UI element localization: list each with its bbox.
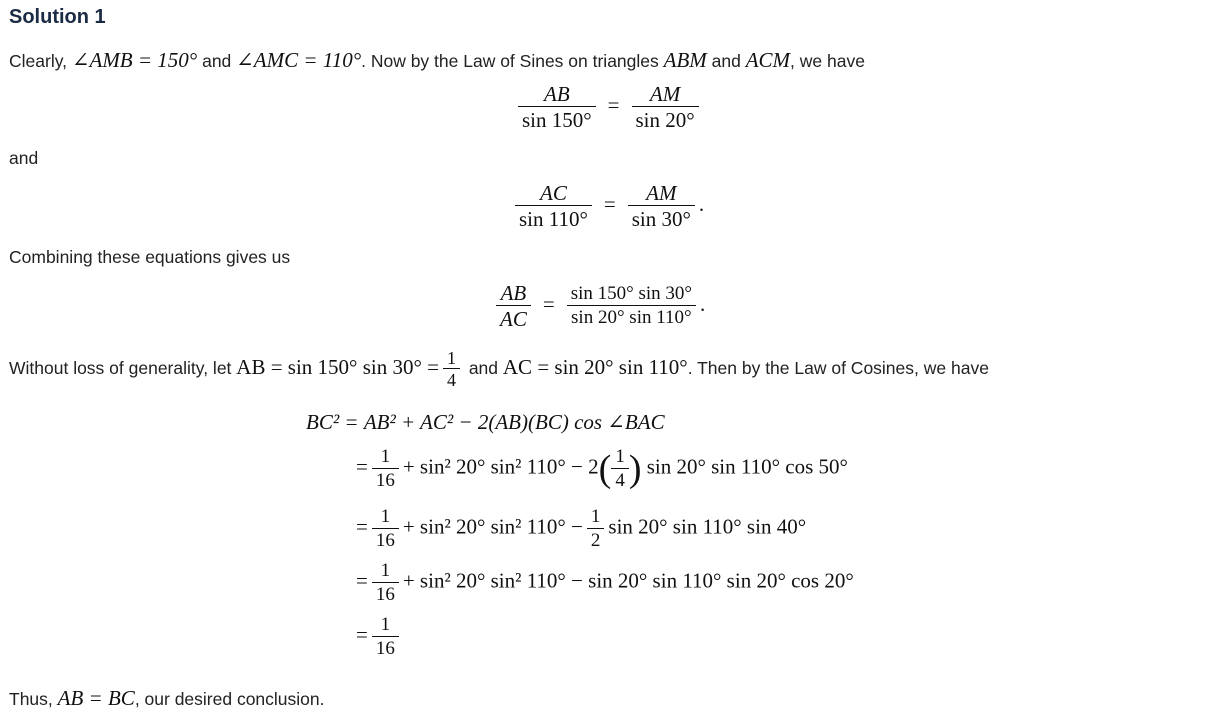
line3-frac-den: 16	[372, 528, 399, 552]
line3-middle-terms: + sin² 20° sin² 110° −	[402, 514, 583, 539]
angle-amb-expr: ∠AMB = 150°	[71, 48, 198, 72]
equals-sign: =	[356, 622, 368, 647]
eq3-denominator-right: sin 20° sin 110°	[567, 305, 696, 329]
cosines-expansion: AB² + AC² − 2(AB)(BC) cos ∠BAC	[363, 410, 665, 434]
line4-frac-num: 1	[380, 560, 391, 581]
ac-assignment: AC = sin 20° sin 110°	[502, 355, 688, 379]
bc-squared-lhs: BC² =	[306, 410, 359, 434]
eq1-denominator-left: sin 150°	[518, 106, 596, 132]
equals-sign: =	[356, 454, 368, 479]
line2-paren-den: 4	[611, 468, 629, 492]
solution-heading: Solution 1	[9, 6, 106, 28]
wlog-text-2: and	[463, 358, 503, 378]
combined-ratio-equation: $\frac{AB}{AC}$ = $\frac{\sin 150^\circ \sin 30^\circ}{\sin 20^\circ \sin 110^\circ}$ .	[492, 281, 705, 331]
equals-sign: =	[356, 514, 368, 539]
equals-sign: =	[356, 568, 368, 593]
ab-equals-bc: AB = BC	[57, 686, 135, 710]
line2-paren-num: 1	[615, 446, 625, 467]
eq1-numerator-right: AM	[649, 82, 681, 106]
eq3-numerator-right: sin 150° sin 30°	[570, 283, 692, 305]
line3-frac-num: 1	[380, 506, 391, 527]
intro-paragraph	[9, 48, 865, 73]
intro-text-4: and	[706, 51, 746, 71]
intro-text-2: and	[197, 51, 237, 71]
intro-text-5: , we have	[790, 51, 865, 71]
cosines-line-5	[356, 614, 403, 660]
cosines-line-3	[356, 506, 806, 552]
cosines-line-4	[356, 560, 854, 606]
wlog-text-1: Without loss of generality, let	[9, 358, 237, 378]
line2-middle-terms: + sin² 20° sin² 110° − 2	[402, 454, 599, 479]
eq2-denominator-right: sin 30°	[628, 205, 695, 231]
line3-half-den: 2	[587, 528, 605, 552]
intro-text-1: Clearly,	[9, 51, 72, 71]
law-of-sines-equation-2: $\frac{AC}{\sin 110^\circ}$ = $\frac{AM}{\sin 30^\circ}$ .	[511, 181, 704, 231]
eq2-numerator-left: AC	[540, 181, 567, 205]
quarter-numerator: 1	[446, 347, 456, 368]
line2-end-terms: sin 20° sin 110° cos 50°	[646, 454, 848, 479]
ab-assignment: AB = sin 150° sin 30° =	[236, 355, 439, 379]
eq2-denominator-left: sin 110°	[515, 205, 592, 231]
triangle-abm: ABM	[663, 48, 707, 72]
eq1-denominator-right: sin 20°	[632, 106, 699, 132]
and-text: and	[9, 148, 39, 168]
conclusion-text-2: , our desired conclusion.	[134, 689, 325, 709]
eq3-denominator-left: AC	[496, 305, 531, 331]
combining-text: Combining these equations gives us	[9, 247, 291, 267]
conclusion-paragraph	[9, 686, 325, 711]
angle-amc-expr: ∠AMC = 110°	[236, 48, 362, 72]
eq1-numerator-left: AB	[544, 82, 570, 106]
quarter-denominator: 4	[443, 368, 460, 391]
intro-text-3: . Now by the Law of Sines on triangles	[361, 51, 664, 71]
eq3-numerator-left: AB	[500, 281, 527, 305]
eq2-numerator-right: AM	[646, 181, 677, 205]
conclusion-text-1: Thus,	[9, 689, 58, 709]
line4-terms: + sin² 20° sin² 110° − sin 20° sin 110° sin 20° cos 20°	[402, 568, 854, 593]
wlog-text-3: . Then by the Law of Cosines, we have	[687, 358, 989, 378]
triangle-acm: ACM	[745, 48, 791, 72]
line2-frac-num: 1	[380, 446, 391, 467]
cosines-line-2: = $\frac{1}{16}$ + sin² 20° sin² 110° − 2( $\frac{1}{4}$ ) sin 20° sin 110° cos 50°	[356, 446, 848, 491]
line5-frac-num: 1	[380, 614, 391, 635]
law-of-sines-equation-1: $\frac{AB}{\sin 150^\circ}$ = $\frac{AM}{\sin 20^\circ}$	[514, 82, 703, 132]
eq2-period: .	[698, 191, 705, 216]
eq3-period: .	[699, 291, 706, 316]
line5-frac-den: 16	[372, 636, 399, 660]
line3-half-num: 1	[590, 506, 601, 527]
line2-frac-den: 16	[372, 468, 399, 492]
wlog-paragraph	[9, 340, 989, 395]
line3-end-terms: sin 20° sin 110° sin 40°	[608, 514, 807, 539]
cosines-line-1	[306, 410, 665, 435]
line4-frac-den: 16	[372, 582, 399, 606]
